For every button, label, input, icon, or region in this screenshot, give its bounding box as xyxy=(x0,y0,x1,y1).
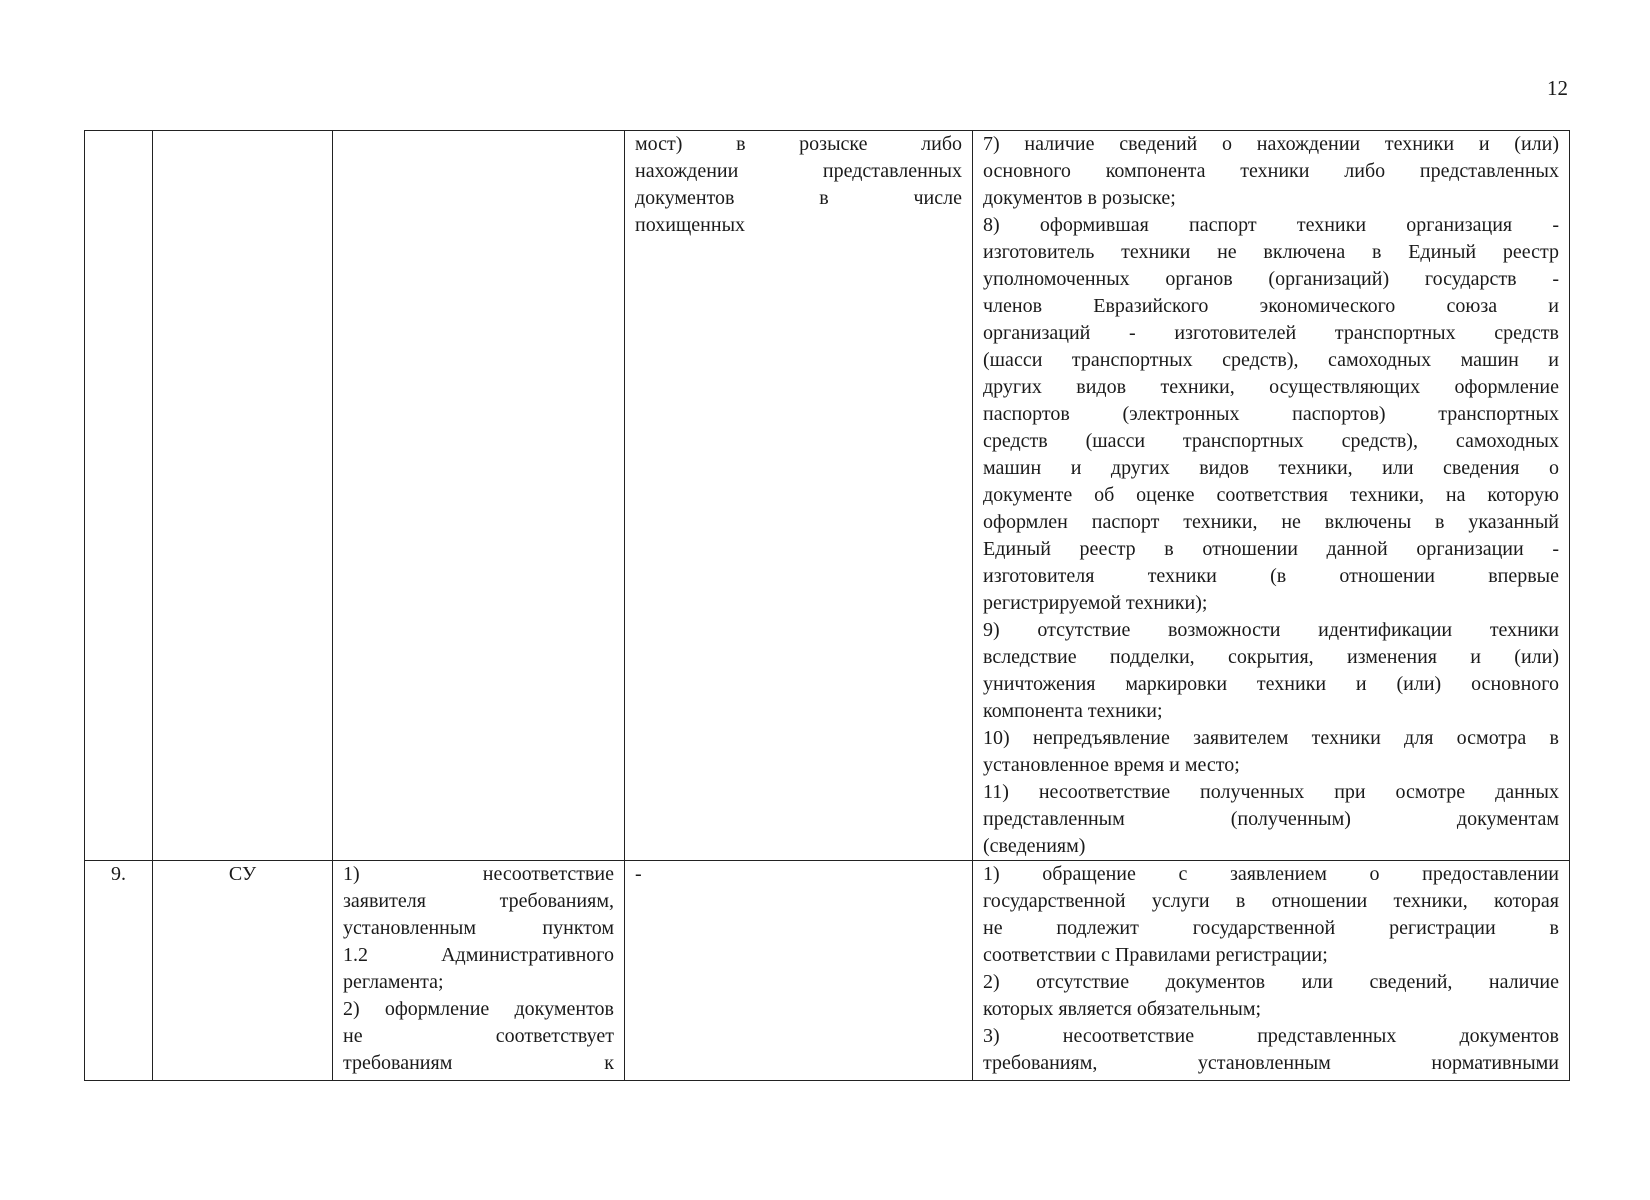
text-line: вследствие подделки, сокрытия, изменения и (или) xyxy=(983,646,1559,668)
text-line: 1.2 Административного xyxy=(343,944,614,966)
text-line: 9) отсутствие возможности идентификации техники xyxy=(983,619,1559,641)
text-line: 10) непредъявление заявителем техники для осмотра в xyxy=(983,727,1559,749)
text-line: 8) оформившая паспорт техники организация - xyxy=(983,214,1559,236)
text-line: организаций - изготовителей транспортных средств xyxy=(983,322,1559,344)
text-line: нахождении представленных xyxy=(635,160,962,182)
text-line: 1) несоответствие xyxy=(343,863,614,885)
text-line: которых является обязательным; xyxy=(983,998,1262,1020)
table-row-continued xyxy=(85,131,1570,861)
list-item xyxy=(983,779,1559,860)
text-line: не подлежит государственной регистрации в xyxy=(983,917,1559,939)
text-line: установленное время и место; xyxy=(983,754,1240,776)
text-line: соответствии с Правилами регистрации; xyxy=(983,944,1328,966)
list-item xyxy=(983,861,1559,969)
text-line: паспортов (электронных паспортов) транспортных xyxy=(983,403,1559,425)
text-line: основного компонента техники либо представленных xyxy=(983,160,1559,182)
list-item xyxy=(983,131,1559,212)
text-line: регламента; xyxy=(343,971,444,993)
text-line: Единый реестр в отношении данной организации - xyxy=(983,538,1559,560)
cell-applicant-grounds xyxy=(333,861,625,1081)
text-line: членов Евразийского экономического союза и xyxy=(983,295,1559,317)
page-number: 12 xyxy=(1547,76,1568,100)
list-item xyxy=(983,969,1559,1023)
text-line: 1) обращение с заявлением о предоставлении xyxy=(983,863,1559,885)
list-item xyxy=(983,212,1559,617)
text-line: не соответствует xyxy=(343,1025,614,1047)
text-line: 7) наличие сведений о нахождении техники и (или) xyxy=(983,133,1559,155)
text-line: компонента техники; xyxy=(983,700,1163,722)
text-line: изготовителя техники (в отношении впервые xyxy=(983,565,1559,587)
text-line: регистрируемой техники); xyxy=(983,592,1208,614)
text-line: заявителя требованиям, xyxy=(343,890,614,912)
list-item xyxy=(343,996,614,1077)
text-line: (шасси транспортных средств), самоходных машин и xyxy=(983,349,1559,371)
cell-suspension-grounds xyxy=(625,131,973,861)
list-item xyxy=(983,617,1559,725)
text-line: (сведениям) xyxy=(983,835,1086,857)
text-line: представленным (полученным) документам xyxy=(983,808,1559,830)
cell-number xyxy=(85,131,153,861)
cell-suspension-grounds xyxy=(625,861,973,1081)
text-line: требованиям к xyxy=(343,1052,614,1074)
cell-organization xyxy=(153,131,333,861)
text-line: государственной услуги в отношении техники, которая xyxy=(983,890,1559,912)
cell-refusal-grounds xyxy=(973,861,1570,1081)
list-item xyxy=(983,725,1559,779)
text-line: 2) отсутствие документов или сведений, наличие xyxy=(983,971,1559,993)
text-line: 11) несоответствие полученных при осмотре данных xyxy=(983,781,1559,803)
text-line: изготовитель техники не включена в Единый реестр xyxy=(983,241,1559,263)
text-line: документе об оценке соответствия техники, на которую xyxy=(983,484,1559,506)
text-line: других видов техники, осуществляющих оформление xyxy=(983,376,1559,398)
table-row-9 xyxy=(85,861,1570,1081)
text-line: 3) несоответствие представленных документов xyxy=(983,1025,1559,1047)
text-line: машин и других видов техники, или сведения о xyxy=(983,457,1559,479)
text-line: оформлен паспорт техники, не включены в указанный xyxy=(983,511,1559,533)
regulation-table xyxy=(84,130,1570,1081)
text-line: похищенных xyxy=(635,214,746,236)
list-item xyxy=(983,1023,1559,1077)
text-line: 2) оформление документов xyxy=(343,998,614,1020)
text-line: требованиям, установленным нормативными xyxy=(983,1052,1559,1074)
cell-number: 9. xyxy=(85,861,153,1081)
text-line: документов в числе xyxy=(635,187,962,209)
text-line: установленным пунктом xyxy=(343,917,614,939)
list-item xyxy=(343,861,614,996)
cell-applicant-grounds xyxy=(333,131,625,861)
cell-refusal-grounds xyxy=(973,131,1570,861)
text-line: средств (шасси транспортных средств), самоходных xyxy=(983,430,1559,452)
text-line: уполномоченных органов (организаций) государств - xyxy=(983,268,1559,290)
text-line: - xyxy=(635,863,642,885)
text-line: документов в розыске; xyxy=(983,187,1176,209)
text-line: мост) в розыске либо xyxy=(635,133,962,155)
text-line: уничтожения маркировки техники и (или) основного xyxy=(983,673,1559,695)
cell-organization: СУ xyxy=(153,861,333,1081)
